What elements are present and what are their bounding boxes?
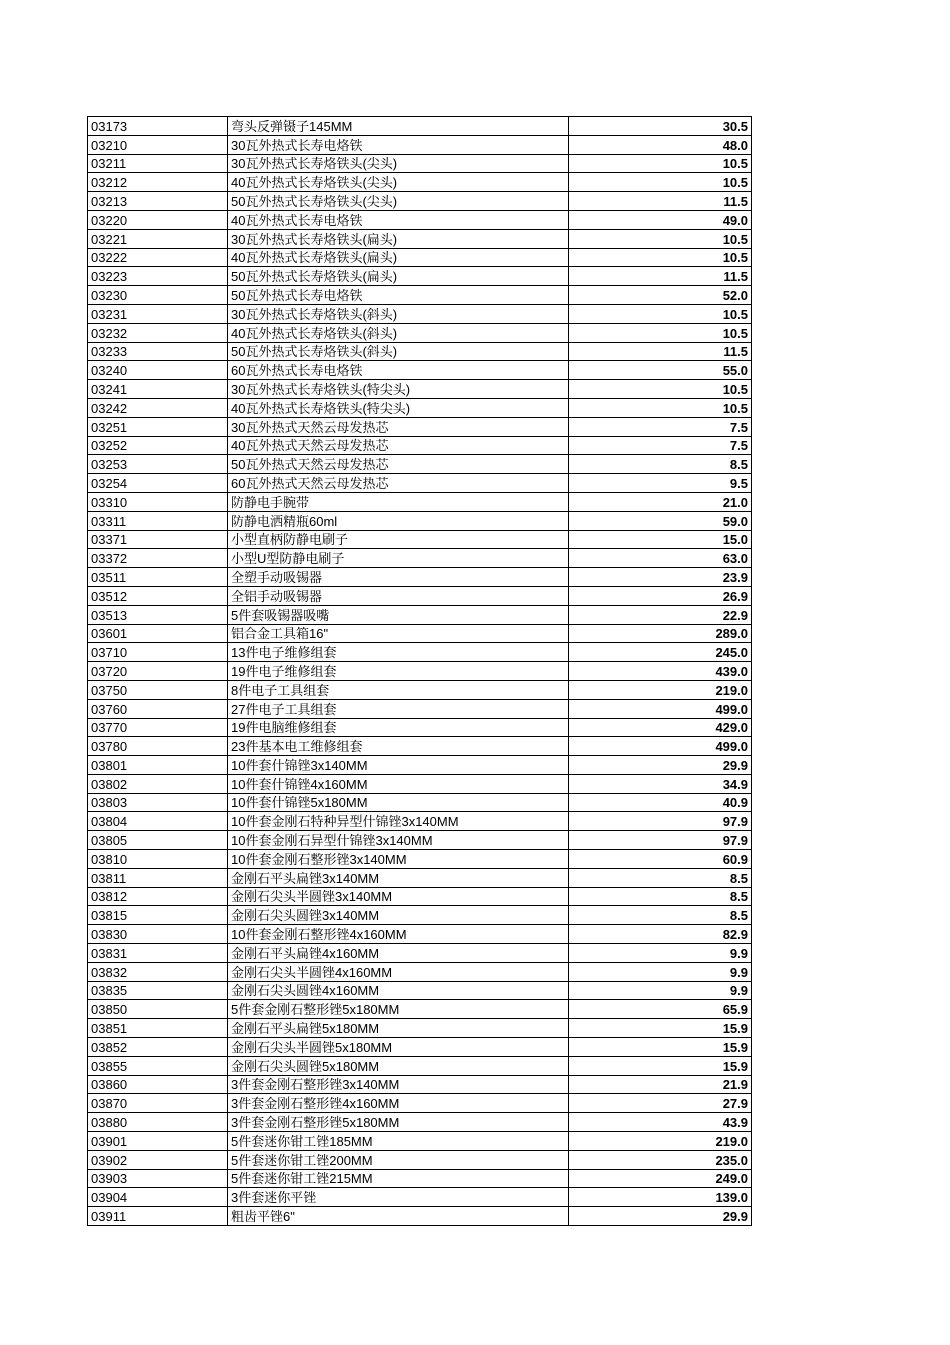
product-name-cell: 30瓦外热式长寿烙铁头(扁头)	[228, 229, 569, 248]
product-name-cell: 全塑手动吸锡器	[228, 568, 569, 587]
product-name-cell: 5件套迷你钳工锉185MM	[228, 1132, 569, 1151]
product-price-cell: 139.0	[569, 1188, 752, 1207]
product-code-cell: 03212	[88, 173, 228, 192]
product-price-cell: 63.0	[569, 549, 752, 568]
product-name-cell: 40瓦外热式长寿电烙铁	[228, 210, 569, 229]
product-price-cell: 15.9	[569, 1056, 752, 1075]
product-code-cell: 03512	[88, 586, 228, 605]
table-row	[88, 793, 752, 812]
product-name-cell: 19件电脑维修组套	[228, 718, 569, 737]
product-name-cell: 19件电子维修组套	[228, 662, 569, 681]
product-price-cell: 60.9	[569, 850, 752, 869]
product-code-cell: 03750	[88, 680, 228, 699]
product-name-cell: 30瓦外热式长寿烙铁头(斜头)	[228, 304, 569, 323]
product-price-cell: 97.9	[569, 831, 752, 850]
product-code-cell: 03852	[88, 1038, 228, 1057]
table-row	[88, 962, 752, 981]
product-price-cell: 7.5	[569, 436, 752, 455]
product-code-cell: 03230	[88, 286, 228, 305]
table-row	[88, 887, 752, 906]
product-price-cell: 21.9	[569, 1075, 752, 1094]
product-code-cell: 03902	[88, 1150, 228, 1169]
product-name-cell: 全铝手动吸锡器	[228, 586, 569, 605]
product-price-cell: 219.0	[569, 1132, 752, 1151]
price-table	[87, 116, 752, 1226]
product-name-cell: 3件套金刚石整形锉5x180MM	[228, 1113, 569, 1132]
product-name-cell: 27件电子工具组套	[228, 699, 569, 718]
product-code-cell: 03780	[88, 737, 228, 756]
product-code-cell: 03860	[88, 1075, 228, 1094]
product-code-cell: 03880	[88, 1113, 228, 1132]
product-name-cell: 小型直柄防静电刷子	[228, 530, 569, 549]
product-price-cell: 9.5	[569, 474, 752, 493]
product-price-cell: 29.9	[569, 1207, 752, 1226]
product-code-cell: 03760	[88, 699, 228, 718]
product-code-cell: 03232	[88, 323, 228, 342]
product-price-cell: 26.9	[569, 586, 752, 605]
product-price-cell: 235.0	[569, 1150, 752, 1169]
product-name-cell: 40瓦外热式长寿烙铁头(尖头)	[228, 173, 569, 192]
table-row	[88, 229, 752, 248]
product-price-cell: 10.5	[569, 173, 752, 192]
table-row	[88, 699, 752, 718]
product-code-cell: 03210	[88, 135, 228, 154]
table-row	[88, 323, 752, 342]
table-row	[88, 380, 752, 399]
product-code-cell: 03710	[88, 643, 228, 662]
table-row	[88, 361, 752, 380]
product-name-cell: 3件套金刚石整形锉3x140MM	[228, 1075, 569, 1094]
table-row	[88, 1000, 752, 1019]
table-row	[88, 774, 752, 793]
table-row	[88, 1056, 752, 1075]
table-row	[88, 662, 752, 681]
table-row	[88, 304, 752, 323]
table-row	[88, 1094, 752, 1113]
product-name-cell: 50瓦外热式长寿电烙铁	[228, 286, 569, 305]
product-price-cell: 219.0	[569, 680, 752, 699]
product-name-cell: 金刚石平头扁锉4x160MM	[228, 944, 569, 963]
product-code-cell: 03511	[88, 568, 228, 587]
product-name-cell: 10件套什锦锉3x140MM	[228, 756, 569, 775]
product-price-cell: 9.9	[569, 981, 752, 1000]
product-name-cell: 防静电手腕带	[228, 492, 569, 511]
table-row	[88, 1038, 752, 1057]
product-name-cell: 60瓦外热式长寿电烙铁	[228, 361, 569, 380]
product-code-cell: 03513	[88, 605, 228, 624]
table-row	[88, 511, 752, 530]
product-name-cell: 小型U型防静电刷子	[228, 549, 569, 568]
product-price-cell: 10.5	[569, 380, 752, 399]
table-row	[88, 1188, 752, 1207]
product-price-cell: 30.5	[569, 117, 752, 136]
product-price-cell: 8.5	[569, 868, 752, 887]
product-code-cell: 03811	[88, 868, 228, 887]
product-name-cell: 10件套金刚石特种异型什锦锉3x140MM	[228, 812, 569, 831]
product-code-cell: 03254	[88, 474, 228, 493]
product-code-cell: 03804	[88, 812, 228, 831]
product-price-cell: 249.0	[569, 1169, 752, 1188]
product-price-cell: 34.9	[569, 774, 752, 793]
table-row	[88, 831, 752, 850]
product-price-cell: 22.9	[569, 605, 752, 624]
product-name-cell: 5件套金刚石整形锉5x180MM	[228, 1000, 569, 1019]
product-code-cell: 03231	[88, 304, 228, 323]
product-price-cell: 8.5	[569, 887, 752, 906]
table-row	[88, 530, 752, 549]
product-price-cell: 43.9	[569, 1113, 752, 1132]
table-row	[88, 549, 752, 568]
product-name-cell: 弯头反弹镊子145MM	[228, 117, 569, 136]
table-row	[88, 455, 752, 474]
product-price-cell: 82.9	[569, 925, 752, 944]
product-price-cell: 40.9	[569, 793, 752, 812]
product-name-cell: 10件套金刚石整形锉3x140MM	[228, 850, 569, 869]
product-price-cell: 8.5	[569, 906, 752, 925]
table-row	[88, 868, 752, 887]
product-name-cell: 10件套什锦锉5x180MM	[228, 793, 569, 812]
product-name-cell: 60瓦外热式天然云母发热芯	[228, 474, 569, 493]
product-code-cell: 03720	[88, 662, 228, 681]
product-code-cell: 03310	[88, 492, 228, 511]
product-name-cell: 10件套什锦锉4x160MM	[228, 774, 569, 793]
table-row	[88, 417, 752, 436]
product-name-cell: 防静电洒精瓶60ml	[228, 511, 569, 530]
table-row	[88, 436, 752, 455]
product-code-cell: 03850	[88, 1000, 228, 1019]
product-name-cell: 40瓦外热式长寿烙铁头(特尖头)	[228, 398, 569, 417]
product-price-cell: 9.9	[569, 962, 752, 981]
product-price-cell: 21.0	[569, 492, 752, 511]
table-row	[88, 906, 752, 925]
product-name-cell: 5件套迷你钳工锉200MM	[228, 1150, 569, 1169]
product-name-cell: 50瓦外热式长寿烙铁头(斜头)	[228, 342, 569, 361]
product-code-cell: 03211	[88, 154, 228, 173]
product-name-cell: 金刚石尖头圆锉3x140MM	[228, 906, 569, 925]
product-name-cell: 8件电子工具组套	[228, 680, 569, 699]
product-code-cell: 03213	[88, 192, 228, 211]
table-row	[88, 586, 752, 605]
product-price-cell: 11.5	[569, 267, 752, 286]
table-row	[88, 1075, 752, 1094]
product-code-cell: 03801	[88, 756, 228, 775]
product-name-cell: 50瓦外热式长寿烙铁头(尖头)	[228, 192, 569, 211]
product-name-cell: 40瓦外热式天然云母发热芯	[228, 436, 569, 455]
product-code-cell: 03240	[88, 361, 228, 380]
product-code-cell: 03904	[88, 1188, 228, 1207]
product-price-cell: 11.5	[569, 342, 752, 361]
product-price-cell: 65.9	[569, 1000, 752, 1019]
table-row	[88, 605, 752, 624]
product-price-cell: 7.5	[569, 417, 752, 436]
product-code-cell: 03222	[88, 248, 228, 267]
product-name-cell: 50瓦外热式天然云母发热芯	[228, 455, 569, 474]
table-row	[88, 117, 752, 136]
table-row	[88, 1150, 752, 1169]
product-code-cell: 03815	[88, 906, 228, 925]
product-code-cell: 03221	[88, 229, 228, 248]
product-name-cell: 50瓦外热式长寿烙铁头(扁头)	[228, 267, 569, 286]
product-code-cell: 03253	[88, 455, 228, 474]
product-price-cell: 11.5	[569, 192, 752, 211]
product-price-cell: 27.9	[569, 1094, 752, 1113]
product-code-cell: 03851	[88, 1019, 228, 1038]
product-name-cell: 金刚石尖头半圆锉5x180MM	[228, 1038, 569, 1057]
table-row	[88, 474, 752, 493]
product-code-cell: 03830	[88, 925, 228, 944]
product-price-cell: 59.0	[569, 511, 752, 530]
product-price-cell: 52.0	[569, 286, 752, 305]
product-code-cell: 03601	[88, 624, 228, 643]
product-code-cell: 03241	[88, 380, 228, 399]
table-row	[88, 398, 752, 417]
product-price-cell: 8.5	[569, 455, 752, 474]
product-price-cell: 10.5	[569, 398, 752, 417]
product-code-cell: 03173	[88, 117, 228, 136]
product-code-cell: 03810	[88, 850, 228, 869]
product-code-cell: 03220	[88, 210, 228, 229]
product-name-cell: 铝合金工具箱16"	[228, 624, 569, 643]
product-name-cell: 金刚石尖头圆锉4x160MM	[228, 981, 569, 1000]
product-name-cell: 40瓦外热式长寿烙铁头(扁头)	[228, 248, 569, 267]
product-price-cell: 10.5	[569, 304, 752, 323]
table-row	[88, 267, 752, 286]
product-price-cell: 10.5	[569, 229, 752, 248]
product-code-cell: 03371	[88, 530, 228, 549]
product-code-cell: 03802	[88, 774, 228, 793]
table-row	[88, 248, 752, 267]
product-price-cell: 10.5	[569, 323, 752, 342]
product-price-cell: 48.0	[569, 135, 752, 154]
product-name-cell: 金刚石尖头半圆锉4x160MM	[228, 962, 569, 981]
product-price-cell: 429.0	[569, 718, 752, 737]
product-code-cell: 03242	[88, 398, 228, 417]
product-name-cell: 金刚石尖头圆锉5x180MM	[228, 1056, 569, 1075]
product-code-cell: 03251	[88, 417, 228, 436]
product-price-cell: 23.9	[569, 568, 752, 587]
product-price-cell: 97.9	[569, 812, 752, 831]
table-row	[88, 1132, 752, 1151]
product-name-cell: 13件电子维修组套	[228, 643, 569, 662]
product-price-cell: 499.0	[569, 699, 752, 718]
table-row	[88, 342, 752, 361]
product-code-cell: 03901	[88, 1132, 228, 1151]
product-name-cell: 3件套迷你平锉	[228, 1188, 569, 1207]
product-name-cell: 40瓦外热式长寿烙铁头(斜头)	[228, 323, 569, 342]
product-name-cell: 粗齿平锉6"	[228, 1207, 569, 1226]
table-row	[88, 718, 752, 737]
product-name-cell: 30瓦外热式天然云母发热芯	[228, 417, 569, 436]
product-code-cell: 03831	[88, 944, 228, 963]
product-price-cell: 439.0	[569, 662, 752, 681]
product-name-cell: 30瓦外热式长寿烙铁头(尖头)	[228, 154, 569, 173]
product-price-cell: 15.9	[569, 1038, 752, 1057]
table-row	[88, 925, 752, 944]
table-row	[88, 568, 752, 587]
product-code-cell: 03911	[88, 1207, 228, 1226]
product-name-cell: 金刚石尖头半圆锉3x140MM	[228, 887, 569, 906]
table-row	[88, 680, 752, 699]
table-row	[88, 944, 752, 963]
product-name-cell: 30瓦外热式长寿电烙铁	[228, 135, 569, 154]
product-code-cell: 03311	[88, 511, 228, 530]
table-row	[88, 812, 752, 831]
product-name-cell: 30瓦外热式长寿烙铁头(特尖头)	[228, 380, 569, 399]
table-row	[88, 492, 752, 511]
product-name-cell: 10件套金刚石整形锉4x160MM	[228, 925, 569, 944]
product-price-cell: 245.0	[569, 643, 752, 662]
table-row	[88, 192, 752, 211]
product-price-cell: 15.9	[569, 1019, 752, 1038]
table-row	[88, 981, 752, 1000]
table-row	[88, 756, 752, 775]
table-row	[88, 737, 752, 756]
table-row	[88, 624, 752, 643]
product-code-cell: 03835	[88, 981, 228, 1000]
product-name-cell: 10件套金刚石异型什锦锉3x140MM	[228, 831, 569, 850]
table-row	[88, 1169, 752, 1188]
product-price-cell: 499.0	[569, 737, 752, 756]
table-row	[88, 850, 752, 869]
product-code-cell: 03903	[88, 1169, 228, 1188]
product-name-cell: 3件套金刚石整形锉4x160MM	[228, 1094, 569, 1113]
product-code-cell: 03233	[88, 342, 228, 361]
product-code-cell: 03252	[88, 436, 228, 455]
table-row	[88, 1113, 752, 1132]
product-code-cell: 03805	[88, 831, 228, 850]
table-row	[88, 643, 752, 662]
table-row	[88, 135, 752, 154]
price-list-sheet	[87, 116, 752, 1226]
table-row	[88, 1207, 752, 1226]
product-name-cell: 5件套迷你钳工锉215MM	[228, 1169, 569, 1188]
product-price-cell: 49.0	[569, 210, 752, 229]
product-price-cell: 15.0	[569, 530, 752, 549]
table-row	[88, 1019, 752, 1038]
product-code-cell: 03223	[88, 267, 228, 286]
table-row	[88, 286, 752, 305]
product-price-cell: 29.9	[569, 756, 752, 775]
product-price-cell: 10.5	[569, 248, 752, 267]
table-row	[88, 154, 752, 173]
product-code-cell: 03855	[88, 1056, 228, 1075]
product-code-cell: 03770	[88, 718, 228, 737]
price-table-body	[88, 117, 752, 1226]
product-code-cell: 03372	[88, 549, 228, 568]
product-code-cell: 03812	[88, 887, 228, 906]
product-price-cell: 289.0	[569, 624, 752, 643]
table-row	[88, 210, 752, 229]
product-name-cell: 5件套吸锡器吸嘴	[228, 605, 569, 624]
product-price-cell: 10.5	[569, 154, 752, 173]
product-price-cell: 9.9	[569, 944, 752, 963]
product-code-cell: 03803	[88, 793, 228, 812]
product-code-cell: 03870	[88, 1094, 228, 1113]
product-name-cell: 23件基本电工维修组套	[228, 737, 569, 756]
product-name-cell: 金刚石平头扁锉5x180MM	[228, 1019, 569, 1038]
table-row	[88, 173, 752, 192]
product-price-cell: 55.0	[569, 361, 752, 380]
product-name-cell: 金刚石平头扁锉3x140MM	[228, 868, 569, 887]
product-code-cell: 03832	[88, 962, 228, 981]
